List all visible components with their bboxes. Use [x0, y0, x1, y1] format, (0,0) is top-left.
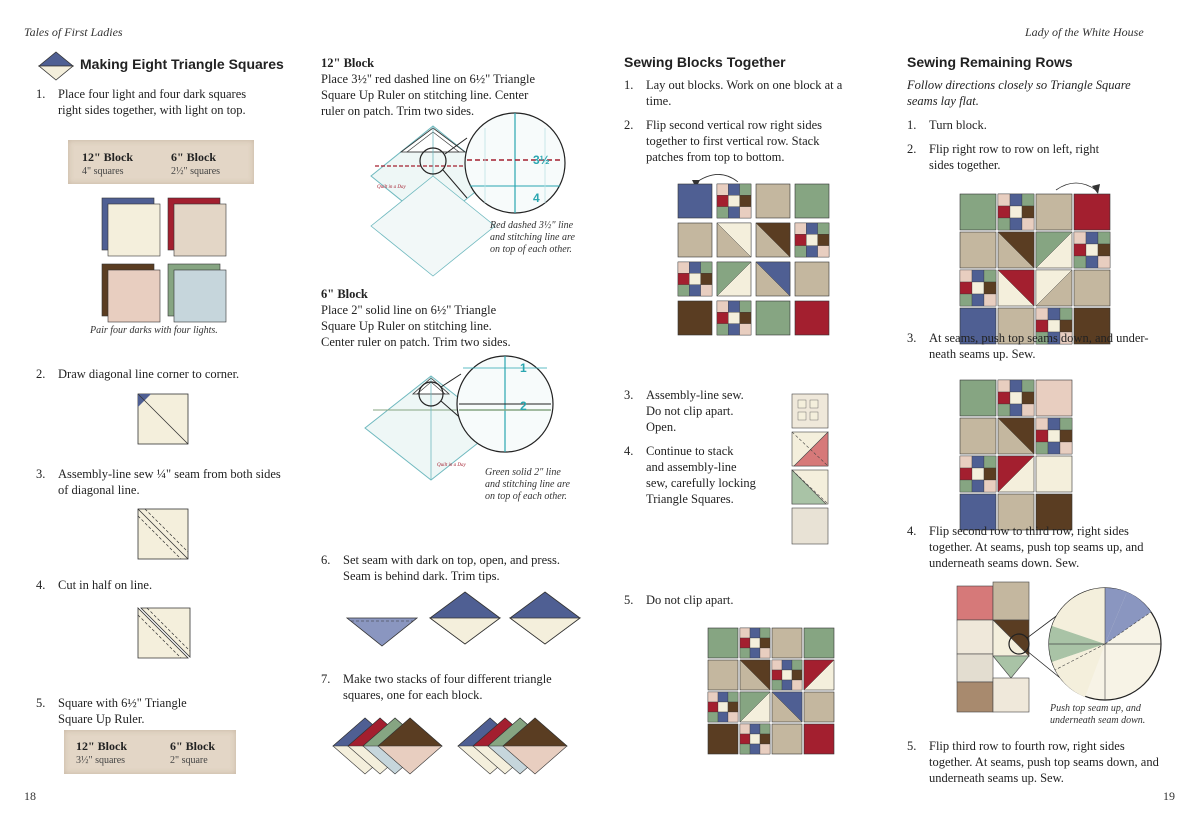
- caption-green-solid-3: on top of each other.: [485, 491, 567, 502]
- col4-step-5: 5. Flip third row to fourth row, right sides together. At seams, push top seams down, and underneath seams up. Sew.: [907, 739, 1159, 785]
- caption-green-solid-2: and stitching line are: [485, 479, 570, 490]
- ruler-brand-label: Quilt in a Day: [377, 185, 406, 190]
- turned-block-grid: [960, 174, 1116, 319]
- triangle-square-stacks: [335, 716, 585, 780]
- block-6-text-1: Place 2" solid line on 6½" Triangle: [321, 303, 497, 317]
- ruler-mark-4: 4: [533, 191, 540, 205]
- section-title-sewing-blocks: Sewing Blocks Together: [624, 54, 786, 70]
- col3-step-5: 5. Do not clip apart.: [624, 593, 734, 607]
- col3-step-4: 4. Continue to stack and assembly-line sew, carefully locking Triangle Squares.: [624, 444, 756, 506]
- col3-step-1: 1. Lay out blocks. Work on one block at a time.: [624, 78, 843, 108]
- right-running-head: Lady of the White House: [1025, 25, 1144, 39]
- left-running-head: Tales of First Ladies: [24, 25, 123, 39]
- size-tag-squares: 12" Block 4" squares 6" Block 2½" squares: [68, 140, 254, 184]
- fabric-pairs-illustration: [100, 196, 232, 324]
- block-6-title: 6" Block: [321, 287, 368, 301]
- block-12-title: 12" Block: [321, 56, 375, 70]
- right-page-number: 19: [1163, 789, 1175, 803]
- col4-step-3: 3. At seams, push top seams down, and under- neath seams up. Sew.: [907, 331, 1149, 361]
- sewn-seams-square: [137, 508, 189, 560]
- caption-push-seam-1: Push top seam up, and: [1050, 703, 1141, 714]
- ruler-brand-label-6: Quilt in a Day: [437, 463, 466, 468]
- block-6-text-2: Square Up Ruler on stitching line.: [321, 319, 492, 333]
- block-12-text-3: ruler on patch. Trim two sides.: [321, 104, 475, 118]
- block-layout-grid: [678, 164, 834, 339]
- left-page-number: 18: [24, 789, 36, 803]
- triangle-square-icon: [38, 51, 74, 81]
- caption-push-seam-2: underneath seam down.: [1050, 715, 1146, 726]
- caption-red-dashed-3: on top of each other.: [490, 244, 572, 255]
- ruler-mark-3-5: 3½: [533, 153, 550, 167]
- pushed-seams-grid: [960, 376, 1080, 512]
- step-5: 5. Square with 6½" Triangle Square Up Ruler.: [36, 696, 187, 726]
- caption-pair-fabrics: Pair four darks with four lights.: [90, 325, 218, 336]
- pressed-triangle-squares: [345, 590, 585, 652]
- col4-step-4: 4. Flip second row to third row, right sides together. At seams, push top seams up, and underneath seams down. Sew.: [907, 524, 1144, 570]
- block-12-text-1: Place 3½" red dashed line on 6½" Triangle: [321, 72, 535, 86]
- step-6: 6. Set seam with dark on top, open, and press. Seam is behind dark. Trim tips.: [321, 553, 560, 583]
- intro-text-2: seams lay flat.: [907, 94, 979, 108]
- col4-step-2: 2. Flip right row to row on left, right sides together.: [907, 142, 1100, 172]
- caption-red-dashed-2: and stitching line are: [490, 232, 575, 243]
- sewn-column-strip: [790, 392, 832, 548]
- step-3: 3. Assembly-line sew ¼" seam from both sides of diagonal line.: [36, 467, 281, 497]
- caption-green-solid-1: Green solid 2" line: [485, 467, 561, 478]
- seam-detail-illustration: [955, 580, 1170, 720]
- col3-step-3: 3. Assembly-line sew. Do not clip apart. Open.: [624, 388, 744, 434]
- block-12-text-2: Square Up Ruler on stitching line. Center: [321, 88, 529, 102]
- section-title-remaining-rows: Sewing Remaining Rows: [907, 54, 1073, 70]
- step-4: 4. Cut in half on line.: [36, 578, 153, 592]
- col4-step-1: 1. Turn block.: [907, 118, 987, 132]
- diagonal-line-square: [137, 393, 189, 445]
- stack-6-block: [458, 718, 567, 774]
- intro-text-1: Follow directions closely so Triangle Square: [907, 78, 1131, 92]
- section-title-triangle-squares: Making Eight Triangle Squares: [80, 56, 284, 72]
- ruler-mark-1: 1: [520, 361, 527, 375]
- caption-red-dashed-1: Red dashed 3½" line: [490, 220, 574, 231]
- col3-step-2: 2. Flip second vertical row right sides together to first vertical row. Stack patches from top to bottom.: [624, 118, 823, 164]
- step-1: 1. Place four light and four dark squares right sides together, with light on top.: [36, 87, 247, 117]
- sewn-rows-grid: [706, 618, 832, 784]
- size-tag-square-up: 12" Block 3½" squares 6" Block 2" square: [64, 730, 236, 774]
- cut-square: [137, 607, 191, 661]
- step-2: 2. Draw diagonal line corner to corner.: [36, 367, 240, 381]
- block-6-text-3: Center ruler on patch. Trim two sides.: [321, 335, 511, 349]
- step-7: 7. Make two stacks of four different triangle squares, one for each block.: [321, 672, 552, 702]
- ruler-mark-2: 2: [520, 399, 527, 413]
- stack-12-block: [333, 718, 442, 774]
